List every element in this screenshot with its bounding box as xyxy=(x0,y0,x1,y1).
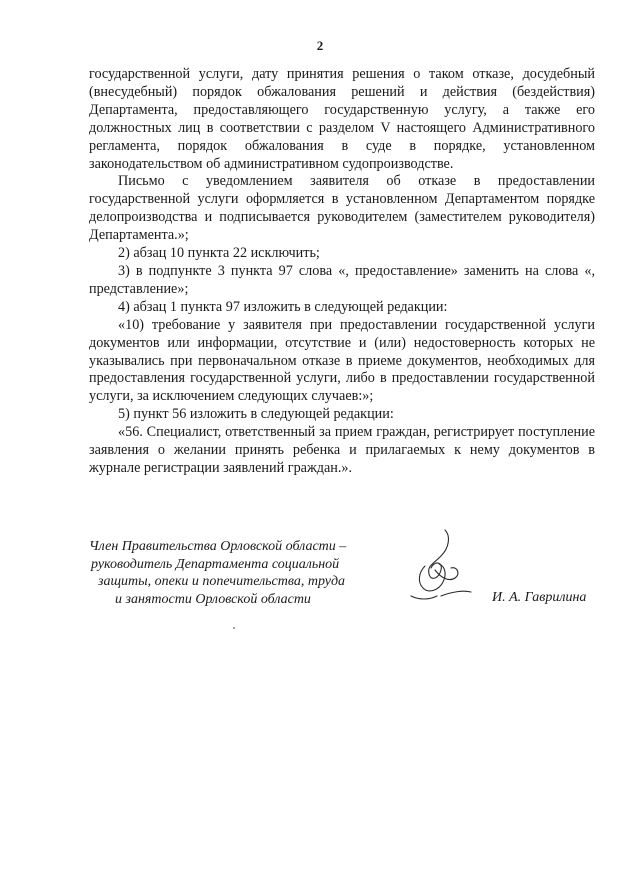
paragraph-item-5-text: «56. Специалист, ответственный за прием граждан, регистрирует поступление заявления о желании принять ребенка и прилагаемых к нему документов в журнале регистрации заявлений граждан.». xyxy=(89,424,595,476)
paragraph-refusal-letter: Письмо с уведомлением заявителя об отказе в предоставлении государственной услуги оформляется в установленном Департаментом порядке делопроизводства и подписывается руководителем (заместителем руководителя) Департамента.»; xyxy=(89,173,595,244)
signatory-title-line: Член Правительства Орловской области – xyxy=(89,539,347,554)
signatory-title-line: и занятости Орловской области xyxy=(115,591,311,607)
paragraph-item-4: 4) абзац 1 пункта 97 изложить в следующей редакции: xyxy=(118,298,448,315)
paragraph-item-3: 3) в подпункте 3 пункта 97 слова «, предоставление» заменить на слова «, представление»; xyxy=(89,262,595,297)
scan-speck xyxy=(233,627,235,629)
signatory-title-line: защиты, опеки и попечительства, труда xyxy=(98,574,346,589)
signer-name: И. А. Гаврилина xyxy=(492,590,587,605)
paragraph-item-2: 2) абзац 10 пункта 22 исключить; xyxy=(118,245,320,262)
paragraph-item-4-text: «10) требование у заявителя при предоставлении государственной услуги документов или информации, отсутствие и (или) недостоверность которых не указывались при первоначальном отказе в приеме документов, необходимых для предоставления государственной услуги, либо в предоставлении государственной услуги, за исключением следующих случаев:»; xyxy=(89,316,595,405)
signatory-title xyxy=(89,538,389,608)
paragraph-continuation: государственной услуги, дату принятия решения о таком отказе, досудебный (внесудебный) порядок обжалования решений и действия (бездействия) Департамента, предоставляющего государственную услугу, а также его должностных лиц в соответствии с разделом V настоящего Административного регламента, порядок обжалования в суде в порядке, установленном законодательством об административном судопроизводстве. xyxy=(89,66,595,172)
paragraph-item-5: 5) пункт 56 изложить в следующей редакции: xyxy=(118,406,394,423)
handwritten-signature xyxy=(405,526,475,606)
page-number: 2 xyxy=(316,38,324,53)
signatory-title-line: руководитель Департамента социальной xyxy=(91,556,340,572)
document-body xyxy=(89,66,595,478)
